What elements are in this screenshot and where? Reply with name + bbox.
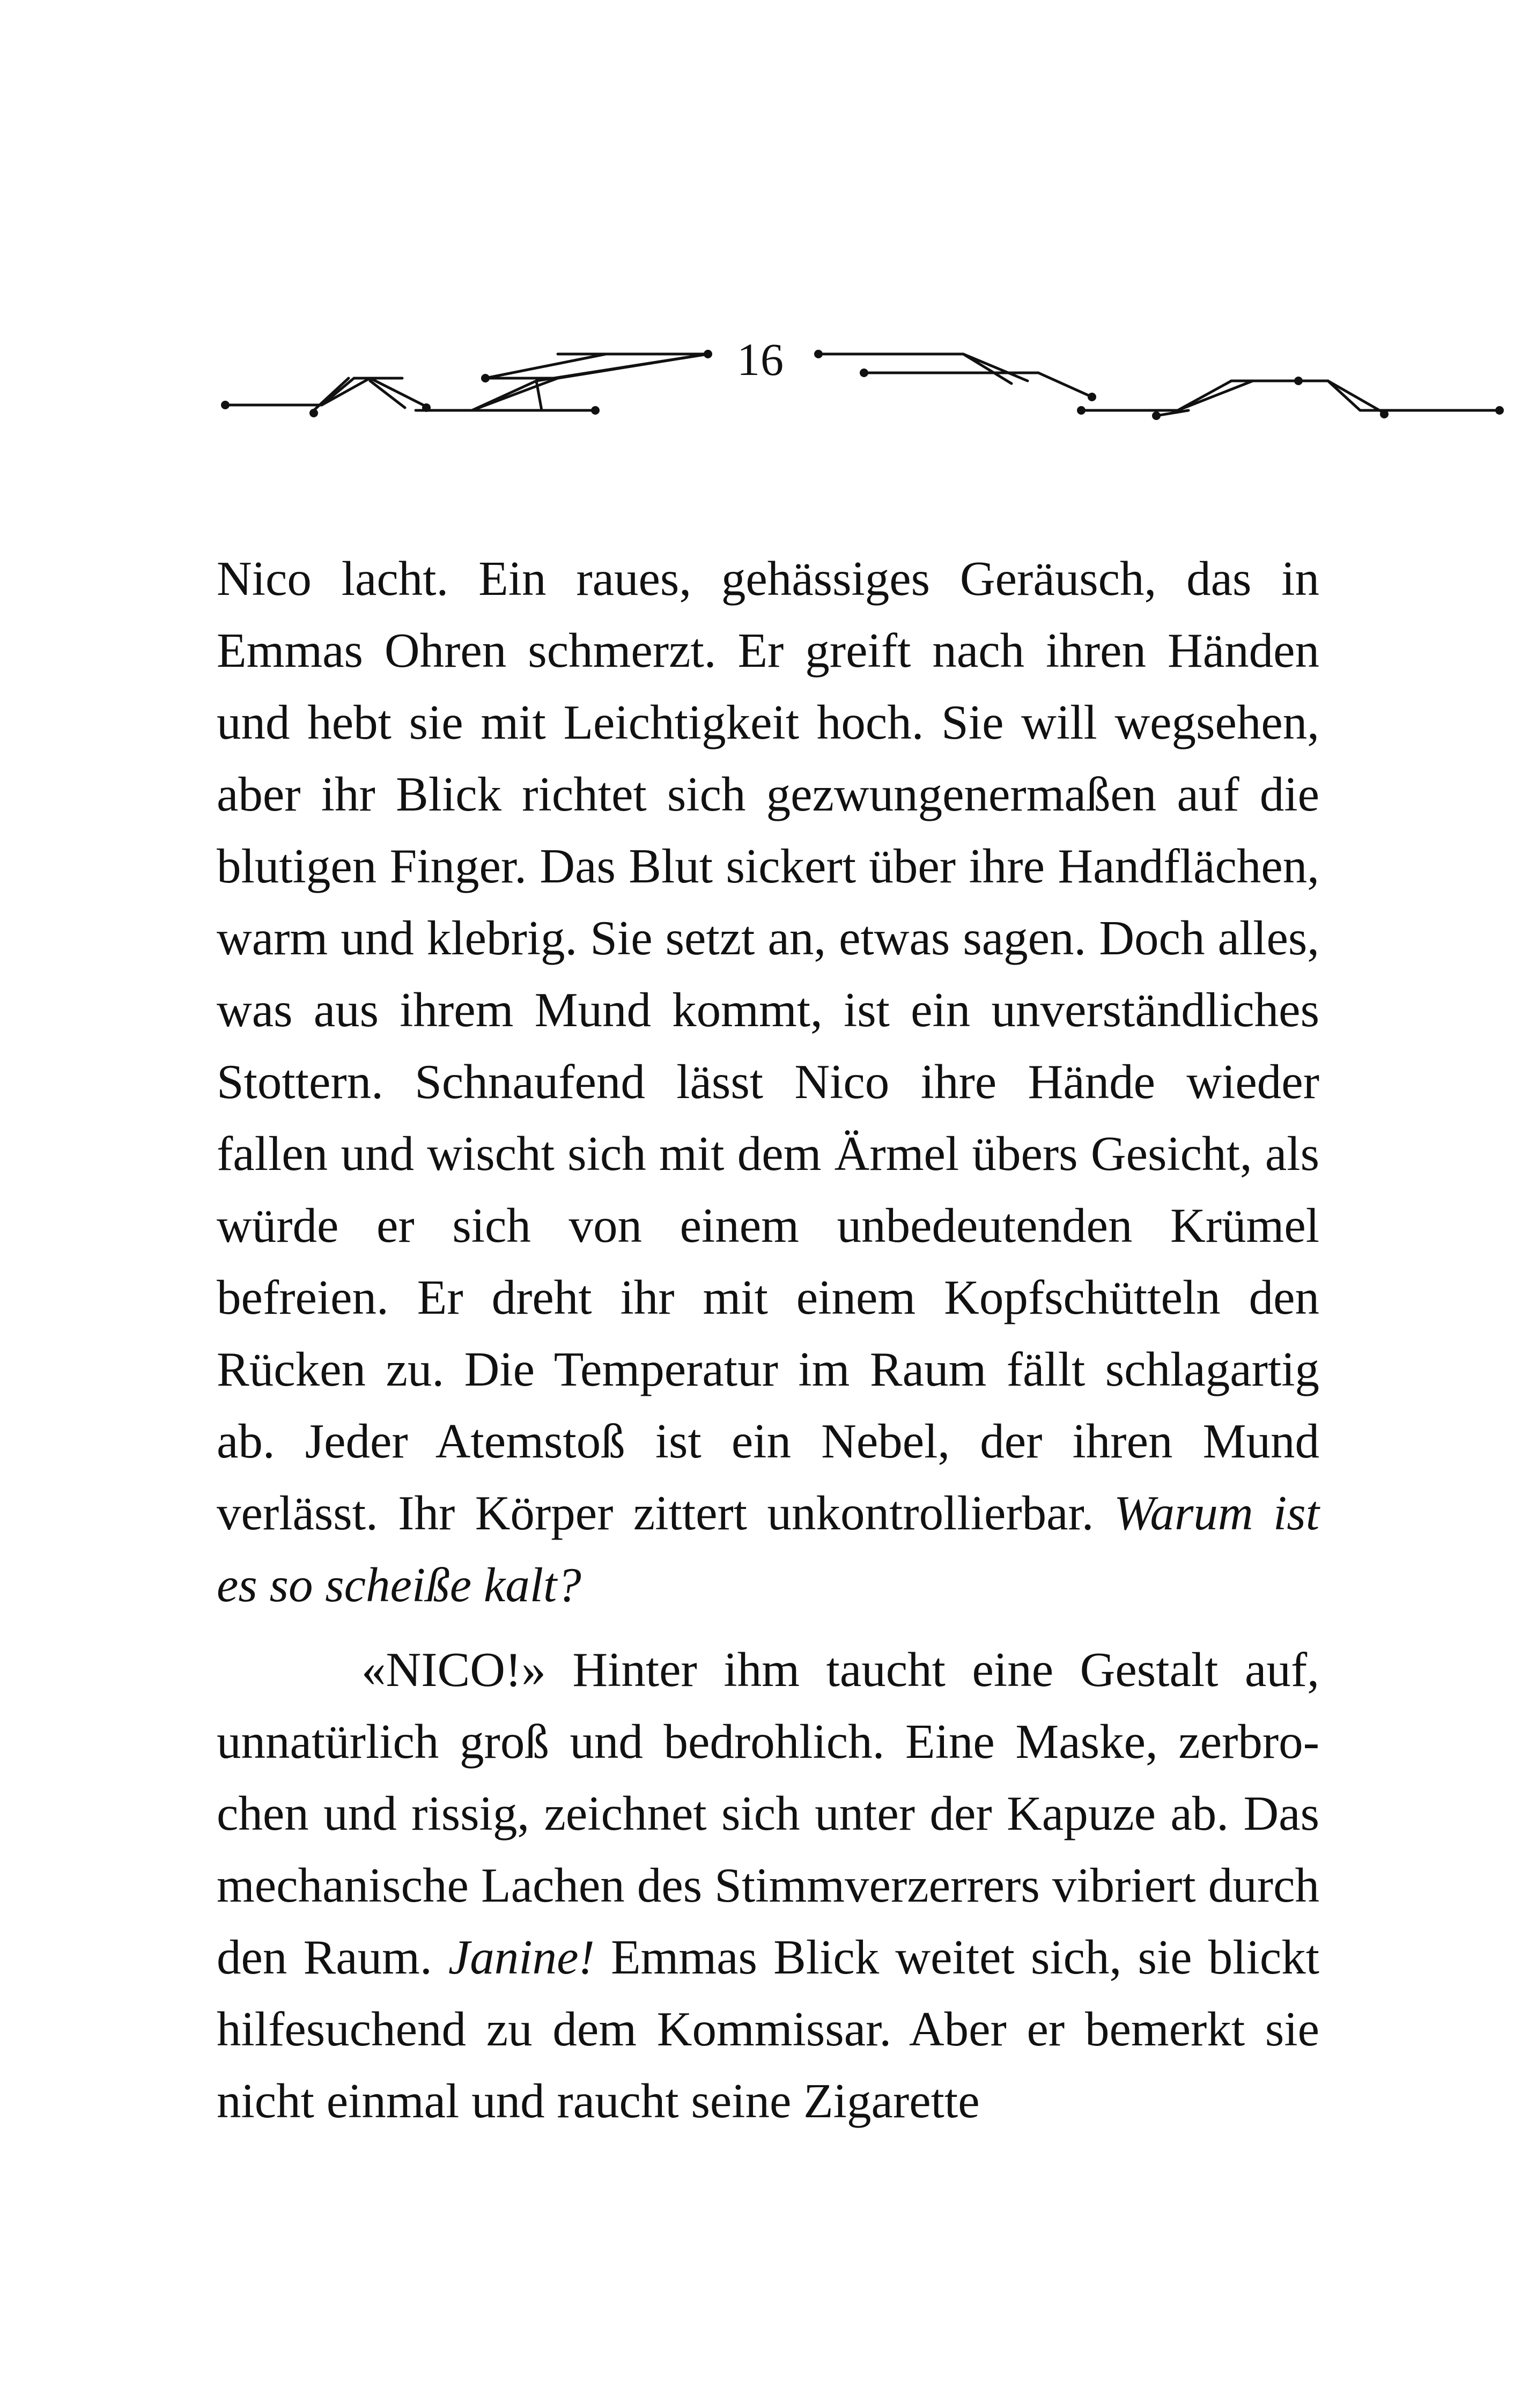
paragraph [217,1634,1319,2137]
italic-thought: Warum ist es so scheiße kalt? [217,1486,1319,1612]
circuit-ornament-right [770,300,1521,440]
text-run: Nico lacht. Ein raues, gehässiges Geräusch, das in Emmas Ohren schmerzt. Er greift nach ihren Händen und hebt sie mit Leichtigkeit hoch. Sie will wegsehen, aber ihr Blick richtet sich gezwungenermaßen auf die blutigen Finger. Das Blut sickert über ihre Handflächen, warm und klebrig. Sie setzt an, etwas sagen. Doch alles, was aus ihrem Mund kommt, ist ein unverständliches Stottern. Schnaufend lässt Nico ihre Hände wieder fallen und wischt sich mit dem Ärmel übers Gesicht, als würde er sich von einem unbedeutenden Krümel befreien. Er dreht ihr mit einem Kopfschütteln den Rücken zu. Die Temperatur im Raum fällt schlagartig ab. Jeder Atemstoß ist ein Nebel, der ihren Mund verlässt. Ihr Körper zittert unkontrollierbar. [217,551,1319,1540]
text-run: Emmas Blick weitet sich, sie blickt hilfesuchend zu dem Kommissar. Aber er bemerkt sie nicht einmal und raucht seine Zigarette [217,1930,1319,2128]
text-run: «NICO!» Hinter ihm taucht eine Gestalt auf, unnatürlich groß und bedrohlich. Eine Maske, zerbrochen und rissig, zeichnet sich unter der Kapuze ab. Das mechanische Lachen des Stimmverzerrers vibriert durch den Raum. [217,1643,1319,1984]
italic-thought: Janine! [448,1930,595,1984]
paragraph [217,543,1319,1621]
body-text [217,543,1319,2137]
page-number: 16 [737,334,784,385]
page-header [0,300,1521,440]
circuit-ornament-left [0,300,751,440]
